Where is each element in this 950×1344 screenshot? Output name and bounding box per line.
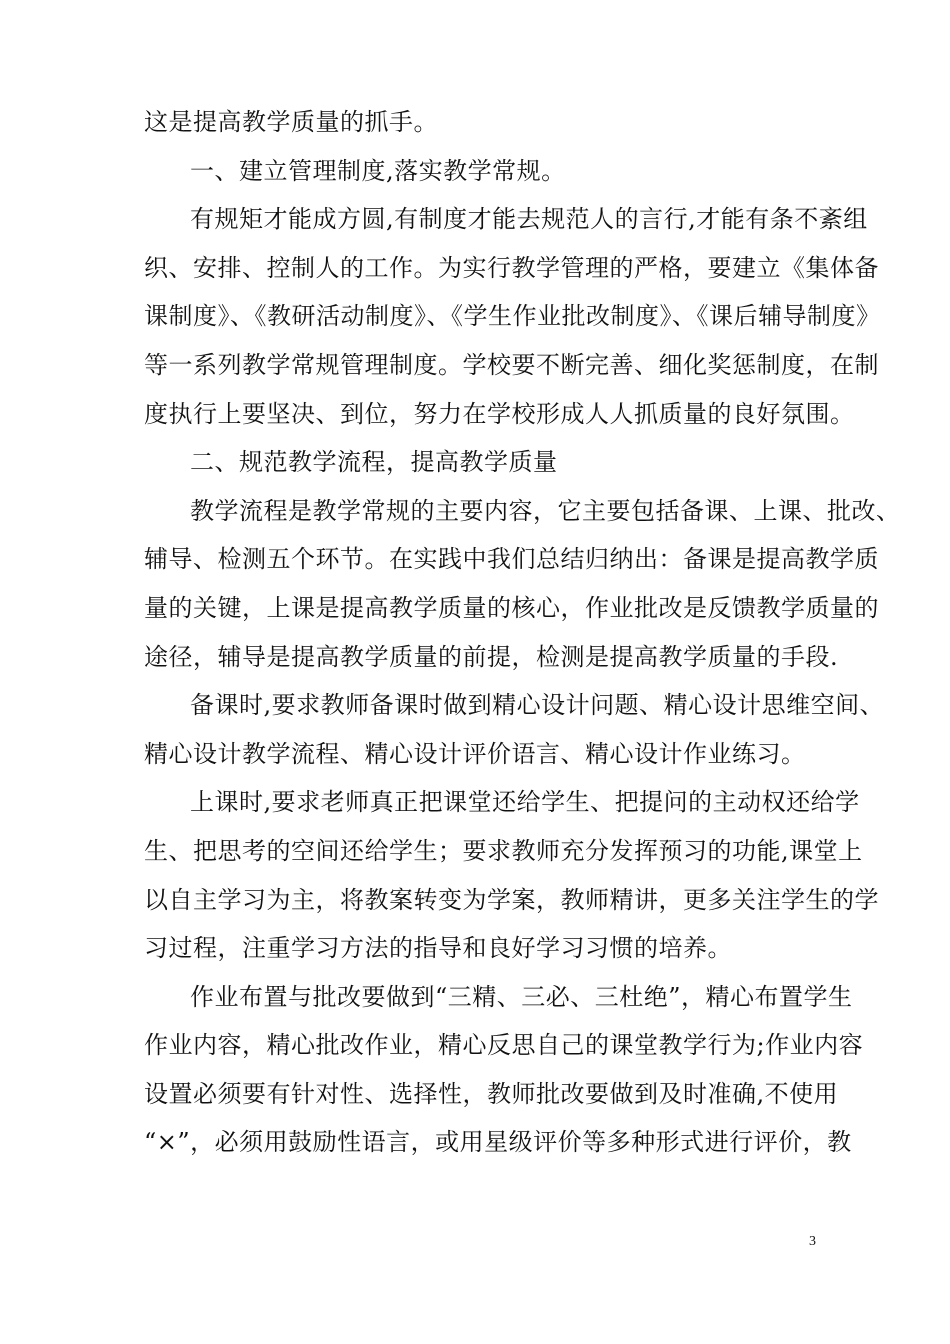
text-line: 以自主学习为主，将教案转变为学案，教师精讲，更多关注学生的学 (144, 885, 879, 914)
page-number: 3 (809, 1234, 816, 1249)
text-line: 这是提高教学质量的抓手。 (144, 108, 438, 136)
text-line: 上课时,要求老师真正把课堂还给学生、把提问的主动权还给学 (190, 788, 860, 817)
section-heading: 二、规范教学流程，提高教学质量 (190, 448, 558, 477)
text-line: 织、安排、控制人的工作。为实行教学管理的严格，要建立《集体备 (144, 253, 879, 282)
text-line: 课制度》、《教研活动制度》、《学生作业批改制度》、《课后辅导制度》 (144, 302, 881, 331)
text-line: 量的关键，上课是提高教学质量的核心，作业批改是反馈教学质量的 (144, 593, 879, 622)
text-line: 教学流程是教学常规的主要内容，它主要包括备课、上课、批改、 (190, 496, 901, 525)
text-line: 途径，辅导是提高教学质量的前提，检测是提高教学质量的手段. (144, 642, 839, 671)
text-line: 习过程，注重学习方法的指导和良好学习习惯的培养。 (144, 934, 732, 963)
text-line: 度执行上要坚决、到位，努力在学校形成人人抓质量的良好氛围。 (144, 399, 855, 428)
text-line: 作业内容，精心批改作业，精心反思自己的课堂教学行为;作业内容 (144, 1031, 864, 1060)
section-heading: 一、建立管理制度,落实教学常规。 (190, 156, 566, 185)
body-text (144, 98, 901, 1167)
text-line: 作业布置与批改要做到“三精、三必、三杜绝”，精心布置学生 (190, 982, 853, 1011)
text-line: “×”，必须用鼓励性语言，或用星级评价等多种形式进行评价，教 (144, 1128, 852, 1157)
text-line: 备课时,要求教师备课时做到精心设计问题、精心设计思维空间、 (190, 691, 885, 720)
text-line: 设置必须要有针对性、选择性，教师批改要做到及时准确,不使用 (144, 1079, 839, 1108)
text-line: 辅导、检测五个环节。在实践中我们总结归纳出：备课是提高教学质 (144, 545, 879, 574)
text-line: 有规矩才能成方圆,有制度才能去规范人的言行,才能有条不紊组 (190, 205, 868, 234)
text-line: 生、把思考的空间还给学生；要求教师充分发挥预习的功能,课堂上 (144, 836, 863, 865)
text-line: 等一系列教学常规管理制度。学校要不断完善、细化奖惩制度，在制 (144, 350, 879, 379)
text-line: 精心设计教学流程、精心设计评价语言、精心设计作业练习。 (144, 739, 806, 768)
